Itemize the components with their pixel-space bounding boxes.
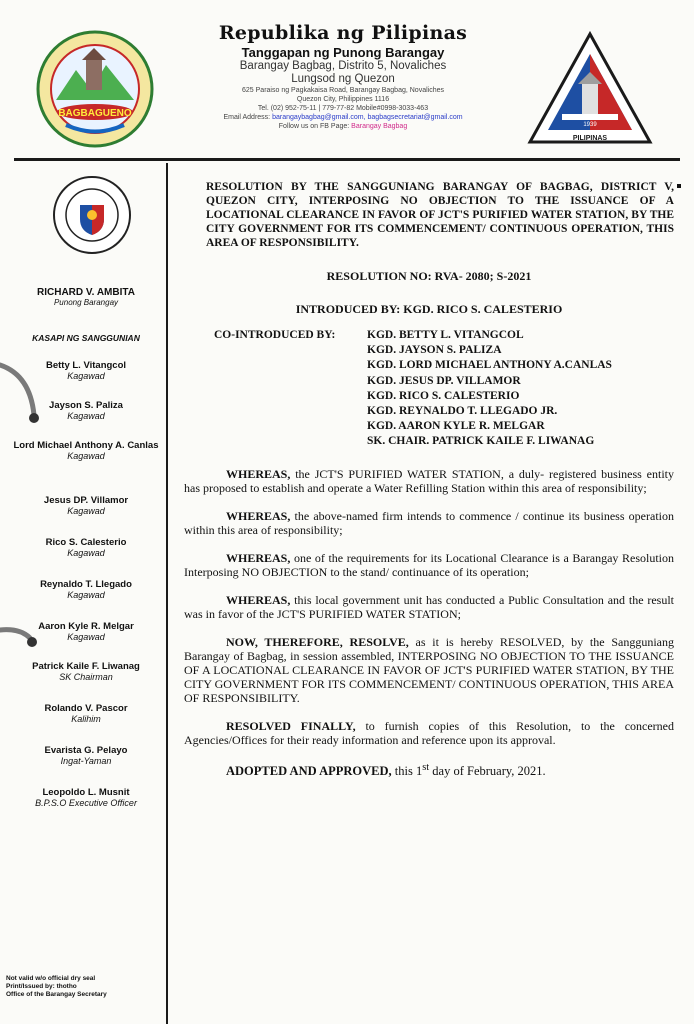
member-item: Leopoldo L. Musnit B.P.S.O Executive Officer <box>35 787 137 808</box>
fb-link[interactable]: Barangay Bagbag <box>351 123 408 130</box>
address-line: 625 Paraiso ng Pagkakaisa Road, Barangay Bagbag, Novaliches <box>242 87 444 94</box>
member-item: Lord Michael Anthony A. Canlas Kagawad <box>13 440 159 461</box>
list-item: KGD. BETTY L. VITANGCOL <box>367 329 524 341</box>
letterhead <box>0 0 694 160</box>
co-introducers <box>184 328 674 453</box>
list-item: KGD. REYNALDO T. LLEGADO JR. <box>367 405 558 418</box>
resolution-number: RESOLUTION NO: RVA- 2080; S-2021 <box>326 269 532 283</box>
quezon-city-seal <box>526 30 654 148</box>
fb-line: Follow us on FB Page: Barangay Bagbag <box>278 123 408 130</box>
tel-line: Tel. (02) 952-75-11 | 779-77-82 Mobile#0998-3033-463 <box>257 105 429 112</box>
member-item: Patrick Kaile F. Liwanag SK Chairman <box>32 661 140 682</box>
barangay-bagbag-logo <box>36 30 154 148</box>
list-item: KGD. JAYSON S. PALIZA <box>367 344 502 357</box>
svg-text:1939: 1939 <box>583 122 597 128</box>
address-line-2: Quezon City, Philippines 1116 <box>296 96 390 103</box>
captain-role: Punong Barangay <box>53 298 119 307</box>
punong-barangay-seal <box>52 175 132 255</box>
email-line: Email Address: barangaybagbag@gmail.com, bagbagsecretariat@gmail.com <box>223 114 463 121</box>
email-link[interactable]: barangaybagbag@gmail.com, bagbagsecretariat@gmail.com <box>272 114 463 121</box>
member-item: Jayson S. Paliza Kagawad <box>49 400 123 421</box>
whereas-1: WHEREAS, the JCT'S PURIFIED WATER STATION, a duly- registered business entity has proposed to establish and operate a Water Refilling Station within this area of responsibility; <box>184 467 674 495</box>
barangay-line: Barangay Bagbag, Distrito 5, Novaliches <box>239 60 447 72</box>
punong-barangay <box>10 287 162 307</box>
captain-name: RICHARD V. AMBITA <box>37 287 135 298</box>
resolution-title: RESOLUTION BY THE SANGGUNIANG BARANGAY OF BAGBAG, DISTRICT V, QUEZON CITY, INTERPOSING NO OBJECTION TO THE ISSUANCE OF A LOCATIONAL CLEARANCE IN FAVOR OF JCT'S PURIFIED WATER STATION, BY THE CITY GOVERNMENT FOR ITS COMMENCEMENT/ CONTINUOUS OPERATION, THIS AREA OF RESPONSIBILITY. <box>206 181 674 249</box>
whereas-2: WHEREAS, the above-named firm intends to commence / continue its business operation within this area of responsibility; <box>184 509 674 537</box>
whereas-3: WHEREAS, one of the requirements for its Locational Clearance is a Barangay Resolution Interposing NO OBJECTION to the stand/ continuance of its operation; <box>184 551 674 579</box>
whereas-4: WHEREAS, this local government unit has conducted a Public Consultation and the result was in favor of the JCT'S PURIFIED WATER STATION; <box>184 593 674 621</box>
letterhead-text <box>160 22 526 131</box>
list-item: SK. CHAIR. PATRICK KAILE F. LIWANAG <box>367 435 595 448</box>
svg-text:PILIPINAS: PILIPINAS <box>572 135 608 142</box>
margin-dot <box>677 184 681 188</box>
list-item: KGD. AARON KYLE R. MELGAR <box>367 420 545 433</box>
member-item: Betty L. Vitangcol Kagawad <box>45 360 127 381</box>
list-item: KGD. LORD MICHAEL ANTHONY A.CANLAS <box>367 359 612 372</box>
adopted-approved: ADOPTED AND APPROVED, this 1st day of February, 2021. <box>226 762 546 779</box>
binder-clip-bottom <box>0 620 40 660</box>
member-item: Evarista G. Pelayo Ingat-Yaman <box>44 745 128 766</box>
member-item: Reynaldo T. Llegado Kagawad <box>40 579 132 600</box>
co-introduced-label: CO-INTRODUCED BY: <box>214 329 336 341</box>
resolved-finally: RESOLVED FINALLY, to furnish copies of this Resolution, to the concerned Agencies/Offices for their ready information and reference upon its approval. <box>184 719 675 747</box>
validity-footnote: Not valid w/o official dry seal Print/Issued by: thotho Office of the Barangay Secretary <box>6 975 107 998</box>
city-line: Lungsod ng Quezon <box>291 73 395 85</box>
member-item: Rico S. Calesterio Kagawad <box>45 537 127 558</box>
republic-title: Republika ng Pilipinas <box>218 22 468 44</box>
member-item: Jesus DP. Villamor Kagawad <box>43 495 129 516</box>
binder-clip-top <box>0 360 40 430</box>
list-item: KGD. JESUS DP. VILLAMOR <box>367 374 521 387</box>
sidebar-divider <box>166 163 168 1024</box>
office-title: Tanggapan ng Punong Barangay <box>241 45 445 60</box>
kasapi-heading: KASAPI NG SANGGUNIAN <box>32 333 140 343</box>
member-item: Rolando V. Pascor Kalihim <box>44 703 128 724</box>
introduced-by: INTRODUCED BY: KGD. RICO S. CALESTERIO <box>295 302 563 316</box>
co-introducer-list <box>367 328 612 450</box>
list-item: KGD. RICO S. CALESTERIO <box>367 389 520 402</box>
resolution-body <box>184 180 674 778</box>
resolve-clause: NOW, THEREFORE, RESOLVE, as it is hereby RESOLVED, by the Sangguniang Barangay of Bagbag, in session assembled, INTERPOSING NO OBJECTION TO THE ISSUANCE OF A LOCATIONAL CLEARANCE IN FAVOR OF JCT'S PURIFIED WATER STATION, BY THE CITY GOVERNMENT FOR ITS COMMENCEMENT/ CONTINUOUS OPERATION, THIS AREA OF RESPONSIBILITY. <box>184 635 674 705</box>
svg-text:BAGBAGUENO: BAGBAGUENO <box>58 108 132 119</box>
header-divider <box>14 158 680 161</box>
member-item: Aaron Kyle R. Melgar Kagawad <box>38 621 134 642</box>
